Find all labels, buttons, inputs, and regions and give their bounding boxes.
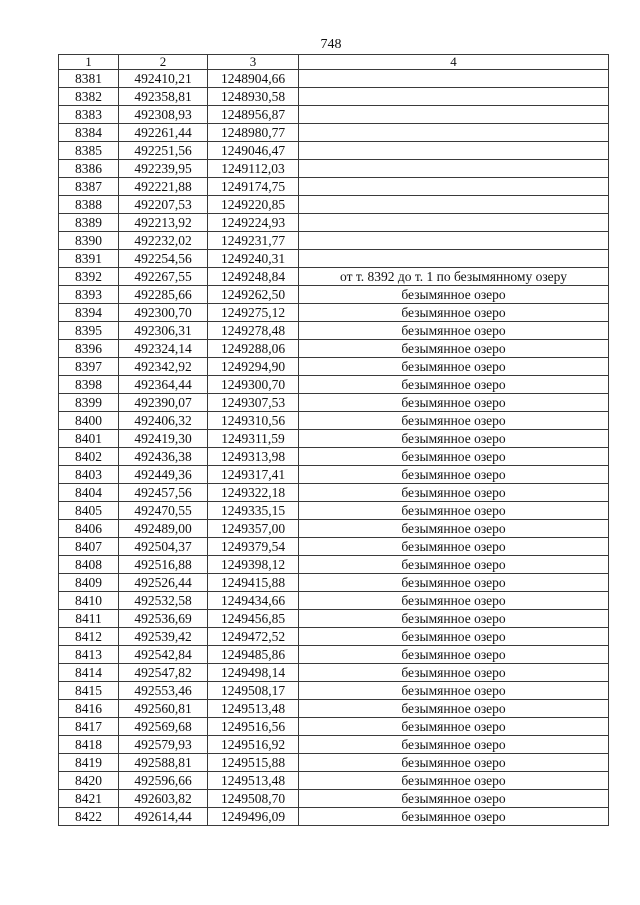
y-coordinate-cell: 1249220,85 — [208, 196, 299, 214]
description-cell: безымянное озеро — [299, 340, 609, 358]
table-row — [59, 754, 609, 772]
point-number-cell: 8404 — [59, 484, 119, 502]
table-row — [59, 358, 609, 376]
x-coordinate-cell: 492436,38 — [119, 448, 208, 466]
x-coordinate-cell: 492457,56 — [119, 484, 208, 502]
point-number-cell: 8388 — [59, 196, 119, 214]
description-cell — [299, 88, 609, 106]
x-coordinate-cell: 492406,32 — [119, 412, 208, 430]
table-row — [59, 430, 609, 448]
point-number-cell: 8412 — [59, 628, 119, 646]
x-coordinate-cell: 492324,14 — [119, 340, 208, 358]
table-row — [59, 106, 609, 124]
table-row — [59, 286, 609, 304]
point-number-cell: 8398 — [59, 376, 119, 394]
table-row — [59, 448, 609, 466]
description-cell: безымянное озеро — [299, 628, 609, 646]
y-coordinate-cell: 1249357,00 — [208, 520, 299, 538]
y-coordinate-cell: 1249508,70 — [208, 790, 299, 808]
point-number-cell: 8406 — [59, 520, 119, 538]
point-number-cell: 8381 — [59, 70, 119, 88]
table-row — [59, 538, 609, 556]
description-cell: безымянное озеро — [299, 736, 609, 754]
y-coordinate-cell: 1249248,84 — [208, 268, 299, 286]
description-cell: безымянное озеро — [299, 790, 609, 808]
point-number-cell: 8421 — [59, 790, 119, 808]
point-number-cell: 8386 — [59, 160, 119, 178]
description-cell — [299, 214, 609, 232]
x-coordinate-cell: 492516,88 — [119, 556, 208, 574]
table-row — [59, 88, 609, 106]
description-cell: безымянное озеро — [299, 592, 609, 610]
x-coordinate-cell: 492470,55 — [119, 502, 208, 520]
y-coordinate-cell: 1249317,41 — [208, 466, 299, 484]
x-coordinate-cell: 492285,66 — [119, 286, 208, 304]
point-number-cell: 8422 — [59, 808, 119, 826]
y-coordinate-cell: 1249046,47 — [208, 142, 299, 160]
y-coordinate-cell: 1249498,14 — [208, 664, 299, 682]
table-row — [59, 214, 609, 232]
y-coordinate-cell: 1248904,66 — [208, 70, 299, 88]
x-coordinate-cell: 492539,42 — [119, 628, 208, 646]
table-row — [59, 736, 609, 754]
table-row — [59, 466, 609, 484]
y-coordinate-cell: 1249335,15 — [208, 502, 299, 520]
point-number-cell: 8417 — [59, 718, 119, 736]
point-number-cell: 8383 — [59, 106, 119, 124]
table-row — [59, 574, 609, 592]
y-coordinate-cell: 1249240,31 — [208, 250, 299, 268]
y-coordinate-cell: 1249379,54 — [208, 538, 299, 556]
x-coordinate-cell: 492306,31 — [119, 322, 208, 340]
point-number-cell: 8385 — [59, 142, 119, 160]
point-number-cell: 8401 — [59, 430, 119, 448]
description-cell: безымянное озеро — [299, 412, 609, 430]
description-cell: безымянное озеро — [299, 682, 609, 700]
x-coordinate-cell: 492449,36 — [119, 466, 208, 484]
description-cell — [299, 106, 609, 124]
coordinates-table — [58, 54, 609, 826]
y-coordinate-cell: 1249300,70 — [208, 376, 299, 394]
point-number-cell: 8414 — [59, 664, 119, 682]
point-number-cell: 8418 — [59, 736, 119, 754]
x-coordinate-cell: 492239,95 — [119, 160, 208, 178]
x-coordinate-cell: 492364,44 — [119, 376, 208, 394]
description-cell — [299, 250, 609, 268]
table-row — [59, 808, 609, 826]
x-coordinate-cell: 492547,82 — [119, 664, 208, 682]
x-coordinate-cell: 492221,88 — [119, 178, 208, 196]
y-coordinate-cell: 1249485,86 — [208, 646, 299, 664]
table-body — [59, 55, 609, 826]
table-row — [59, 196, 609, 214]
description-cell — [299, 178, 609, 196]
column-header-4: 4 — [299, 55, 609, 70]
y-coordinate-cell: 1248956,87 — [208, 106, 299, 124]
x-coordinate-cell: 492542,84 — [119, 646, 208, 664]
x-coordinate-cell: 492358,81 — [119, 88, 208, 106]
y-coordinate-cell: 1249310,56 — [208, 412, 299, 430]
y-coordinate-cell: 1249434,66 — [208, 592, 299, 610]
y-coordinate-cell: 1249508,17 — [208, 682, 299, 700]
point-number-cell: 8382 — [59, 88, 119, 106]
description-cell: безымянное озеро — [299, 358, 609, 376]
point-number-cell: 8411 — [59, 610, 119, 628]
table-row — [59, 628, 609, 646]
point-number-cell: 8419 — [59, 754, 119, 772]
description-cell: безымянное озеро — [299, 610, 609, 628]
point-number-cell: 8407 — [59, 538, 119, 556]
x-coordinate-cell: 492308,93 — [119, 106, 208, 124]
y-coordinate-cell: 1249288,06 — [208, 340, 299, 358]
description-cell: безымянное озеро — [299, 376, 609, 394]
point-number-cell: 8394 — [59, 304, 119, 322]
table-row — [59, 718, 609, 736]
table-row — [59, 412, 609, 430]
table-row — [59, 250, 609, 268]
table-row — [59, 304, 609, 322]
x-coordinate-cell: 492560,81 — [119, 700, 208, 718]
x-coordinate-cell: 492419,30 — [119, 430, 208, 448]
table-row — [59, 610, 609, 628]
description-cell: безымянное озеро — [299, 574, 609, 592]
description-cell: безымянное озеро — [299, 484, 609, 502]
x-coordinate-cell: 492614,44 — [119, 808, 208, 826]
table-row — [59, 664, 609, 682]
y-coordinate-cell: 1249313,98 — [208, 448, 299, 466]
point-number-cell: 8384 — [59, 124, 119, 142]
description-cell: от т. 8392 до т. 1 по безымянному озеру — [299, 268, 609, 286]
table-row — [59, 340, 609, 358]
y-coordinate-cell: 1249415,88 — [208, 574, 299, 592]
x-coordinate-cell: 492213,92 — [119, 214, 208, 232]
table-row — [59, 682, 609, 700]
x-coordinate-cell: 492261,44 — [119, 124, 208, 142]
table-header-row — [59, 55, 609, 70]
point-number-cell: 8391 — [59, 250, 119, 268]
description-cell: безымянное озеро — [299, 700, 609, 718]
point-number-cell: 8389 — [59, 214, 119, 232]
x-coordinate-cell: 492553,46 — [119, 682, 208, 700]
x-coordinate-cell: 492267,55 — [119, 268, 208, 286]
description-cell — [299, 70, 609, 88]
y-coordinate-cell: 1249275,12 — [208, 304, 299, 322]
y-coordinate-cell: 1249516,56 — [208, 718, 299, 736]
x-coordinate-cell: 492390,07 — [119, 394, 208, 412]
column-header-1: 1 — [59, 55, 119, 70]
table-row — [59, 142, 609, 160]
table-row — [59, 394, 609, 412]
x-coordinate-cell: 492207,53 — [119, 196, 208, 214]
x-coordinate-cell: 492232,02 — [119, 232, 208, 250]
table-row — [59, 772, 609, 790]
point-number-cell: 8405 — [59, 502, 119, 520]
y-coordinate-cell: 1249262,50 — [208, 286, 299, 304]
table-row — [59, 376, 609, 394]
table-row — [59, 160, 609, 178]
column-header-2: 2 — [119, 55, 208, 70]
y-coordinate-cell: 1249456,85 — [208, 610, 299, 628]
x-coordinate-cell: 492536,69 — [119, 610, 208, 628]
description-cell — [299, 196, 609, 214]
point-number-cell: 8415 — [59, 682, 119, 700]
y-coordinate-cell: 1248980,77 — [208, 124, 299, 142]
x-coordinate-cell: 492588,81 — [119, 754, 208, 772]
table-row — [59, 124, 609, 142]
point-number-cell: 8413 — [59, 646, 119, 664]
point-number-cell: 8392 — [59, 268, 119, 286]
table-row — [59, 268, 609, 286]
table-row — [59, 700, 609, 718]
description-cell: безымянное озеро — [299, 556, 609, 574]
description-cell: безымянное озеро — [299, 754, 609, 772]
table-row — [59, 484, 609, 502]
y-coordinate-cell: 1249231,77 — [208, 232, 299, 250]
point-number-cell: 8403 — [59, 466, 119, 484]
description-cell — [299, 142, 609, 160]
description-cell: безымянное озеро — [299, 520, 609, 538]
x-coordinate-cell: 492254,56 — [119, 250, 208, 268]
x-coordinate-cell: 492251,56 — [119, 142, 208, 160]
point-number-cell: 8395 — [59, 322, 119, 340]
column-header-3: 3 — [208, 55, 299, 70]
x-coordinate-cell: 492532,58 — [119, 592, 208, 610]
description-cell: безымянное озеро — [299, 322, 609, 340]
y-coordinate-cell: 1249174,75 — [208, 178, 299, 196]
point-number-cell: 8416 — [59, 700, 119, 718]
y-coordinate-cell: 1249496,09 — [208, 808, 299, 826]
description-cell: безымянное озеро — [299, 718, 609, 736]
y-coordinate-cell: 1249112,03 — [208, 160, 299, 178]
description-cell: безымянное озеро — [299, 394, 609, 412]
y-coordinate-cell: 1249307,53 — [208, 394, 299, 412]
x-coordinate-cell: 492603,82 — [119, 790, 208, 808]
table-row — [59, 178, 609, 196]
description-cell: безымянное озеро — [299, 304, 609, 322]
description-cell: безымянное озеро — [299, 664, 609, 682]
point-number-cell: 8420 — [59, 772, 119, 790]
y-coordinate-cell: 1249513,48 — [208, 772, 299, 790]
y-coordinate-cell: 1249513,48 — [208, 700, 299, 718]
description-cell: безымянное озеро — [299, 502, 609, 520]
x-coordinate-cell: 492342,92 — [119, 358, 208, 376]
description-cell: безымянное озеро — [299, 466, 609, 484]
table-row — [59, 556, 609, 574]
table-row — [59, 646, 609, 664]
y-coordinate-cell: 1249516,92 — [208, 736, 299, 754]
x-coordinate-cell: 492579,93 — [119, 736, 208, 754]
y-coordinate-cell: 1249515,88 — [208, 754, 299, 772]
description-cell: безымянное озеро — [299, 448, 609, 466]
point-number-cell: 8387 — [59, 178, 119, 196]
y-coordinate-cell: 1249398,12 — [208, 556, 299, 574]
description-cell: безымянное озеро — [299, 772, 609, 790]
description-cell: безымянное озеро — [299, 538, 609, 556]
description-cell: безымянное озеро — [299, 286, 609, 304]
y-coordinate-cell: 1248930,58 — [208, 88, 299, 106]
x-coordinate-cell: 492526,44 — [119, 574, 208, 592]
point-number-cell: 8397 — [59, 358, 119, 376]
point-number-cell: 8396 — [59, 340, 119, 358]
x-coordinate-cell: 492596,66 — [119, 772, 208, 790]
description-cell: безымянное озеро — [299, 430, 609, 448]
table-row — [59, 70, 609, 88]
point-number-cell: 8393 — [59, 286, 119, 304]
point-number-cell: 8410 — [59, 592, 119, 610]
y-coordinate-cell: 1249472,52 — [208, 628, 299, 646]
table-row — [59, 232, 609, 250]
table-row — [59, 502, 609, 520]
table-row — [59, 322, 609, 340]
description-cell — [299, 232, 609, 250]
point-number-cell: 8400 — [59, 412, 119, 430]
point-number-cell: 8402 — [59, 448, 119, 466]
y-coordinate-cell: 1249311,59 — [208, 430, 299, 448]
table-row — [59, 520, 609, 538]
y-coordinate-cell: 1249294,90 — [208, 358, 299, 376]
x-coordinate-cell: 492569,68 — [119, 718, 208, 736]
description-cell — [299, 124, 609, 142]
y-coordinate-cell: 1249322,18 — [208, 484, 299, 502]
page-number: 748 — [320, 37, 342, 52]
point-number-cell: 8408 — [59, 556, 119, 574]
point-number-cell: 8399 — [59, 394, 119, 412]
x-coordinate-cell: 492300,70 — [119, 304, 208, 322]
description-cell — [299, 160, 609, 178]
description-cell: безымянное озеро — [299, 808, 609, 826]
description-cell: безымянное озеро — [299, 646, 609, 664]
y-coordinate-cell: 1249278,48 — [208, 322, 299, 340]
table-row — [59, 790, 609, 808]
x-coordinate-cell: 492504,37 — [119, 538, 208, 556]
x-coordinate-cell: 492410,21 — [119, 70, 208, 88]
table-row — [59, 592, 609, 610]
x-coordinate-cell: 492489,00 — [119, 520, 208, 538]
point-number-cell: 8409 — [59, 574, 119, 592]
y-coordinate-cell: 1249224,93 — [208, 214, 299, 232]
point-number-cell: 8390 — [59, 232, 119, 250]
